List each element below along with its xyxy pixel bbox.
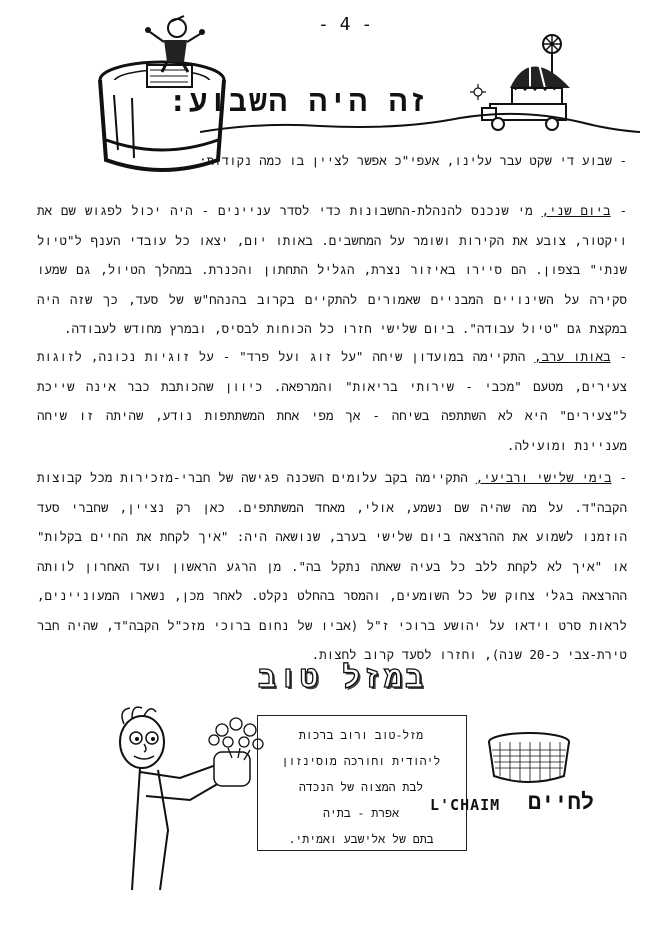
cake-icon xyxy=(484,728,574,790)
congrats-title: במזל טוב xyxy=(258,660,427,695)
man-with-flowers-illustration xyxy=(110,700,270,900)
paragraph-lead: באותו ערב, xyxy=(534,349,611,364)
congrats-line: בתם של אלישבע ואמיתי. xyxy=(288,832,434,846)
congrats-message xyxy=(262,722,460,852)
paragraph-text: מי שנכנס להנהלת-החשבונות כדי לסדר עניינים - היה יכול לפגוש שם את ויקטור, צובע את הקירות ושומר על המחשבים. באותו יום, יצאו כל עובדי הענף ל"טיול שנתי" בצפון. הם סיירו באיזור נצרת, הגליל התחתון והכנרת. במהלך הטיול, גם שמעו סקירה על השינויים המבניים שאמורים להתקיים בקרוב בהנהח"ש של סעד, כך שזה היה במקצת גם "טיול עבודה". ביום שלישי חזרו כל הכוחות לבסיס, ובמרץ מחודש לעבודה. xyxy=(37,203,627,336)
lchaim-hebrew: לחיים xyxy=(528,790,595,815)
paragraph-evening xyxy=(37,342,627,460)
congrats-line: מזל-טוב ורוב ברכות xyxy=(298,728,424,742)
congrats-line: ליהודית וחורכה מוסינזון xyxy=(281,754,441,768)
lchaim-english: L'CHAIM xyxy=(430,796,501,814)
page-title: זה היה השבוע: xyxy=(168,84,429,119)
bullet-dash: - xyxy=(610,203,628,218)
congrats-line: אפרת - בתיה xyxy=(323,806,399,820)
paragraph-text: התקיימה בקב עלומים השכנה פגישה של חברי-מזכירות מכל קבוצות הקבה"ד. על מה שהיה שם נשמע, אולי, מאחד המשתתפים. כאן רק נציין, שחברי סעד הוזמנו לשמוע את ההרצאה ביום שלישי בערב, שנושאה היה: "איך לקחת את החיים בקלות" או "איך לא לקחת ללב כל בעיה שאתה נתקל בה". מן הרגע הראשון ועד האחרון לוותה ההרצאה בגלי צחוק של כל השומעים, והמסר בהחלט נקלט. לאחר מכן, נשארו המעוניינים, לראות סרט וידאו על יהושע ברוכי ז"ל (אביו של נחום ברוכי מזכ"ל הקבה"ד, שהיה חבר טירת-צבי כ-20 שנה), וחזרו לסעד קרוב לחצות. xyxy=(37,470,627,662)
paragraph-lead: בימי שלישי ורביעי, xyxy=(475,470,612,485)
paragraph-monday xyxy=(37,196,627,344)
paragraph-lead: ביום שני, xyxy=(541,203,611,218)
page-number: - 4 - xyxy=(318,14,373,35)
bullet-dash: - xyxy=(610,349,627,364)
paragraph-text: התקיימה במועדון שיחה "על זוג ועל פרד" - על זוגיות נכונה, לזוגות צעירים, מטעם "מכבי - שירותי בריאות" והמרפאה. כיוון שהכותבת כבר אינה שייכת ל"צעירים" היא לא השתתפה בשיחה - אך מפי אחת המשתתפות נודע, שהיתה זו שיחה מעניינת ומועילה. xyxy=(37,349,627,453)
intro-line: - שבוע די שקט עבר עלינו, אעפי"כ אפשר לציין בו כמה נקודות: xyxy=(199,153,627,168)
bullet-dash: - xyxy=(611,470,627,485)
paragraph-tue-wed xyxy=(37,463,627,670)
congrats-line: לבת המצוה של הנכדה xyxy=(298,780,424,794)
